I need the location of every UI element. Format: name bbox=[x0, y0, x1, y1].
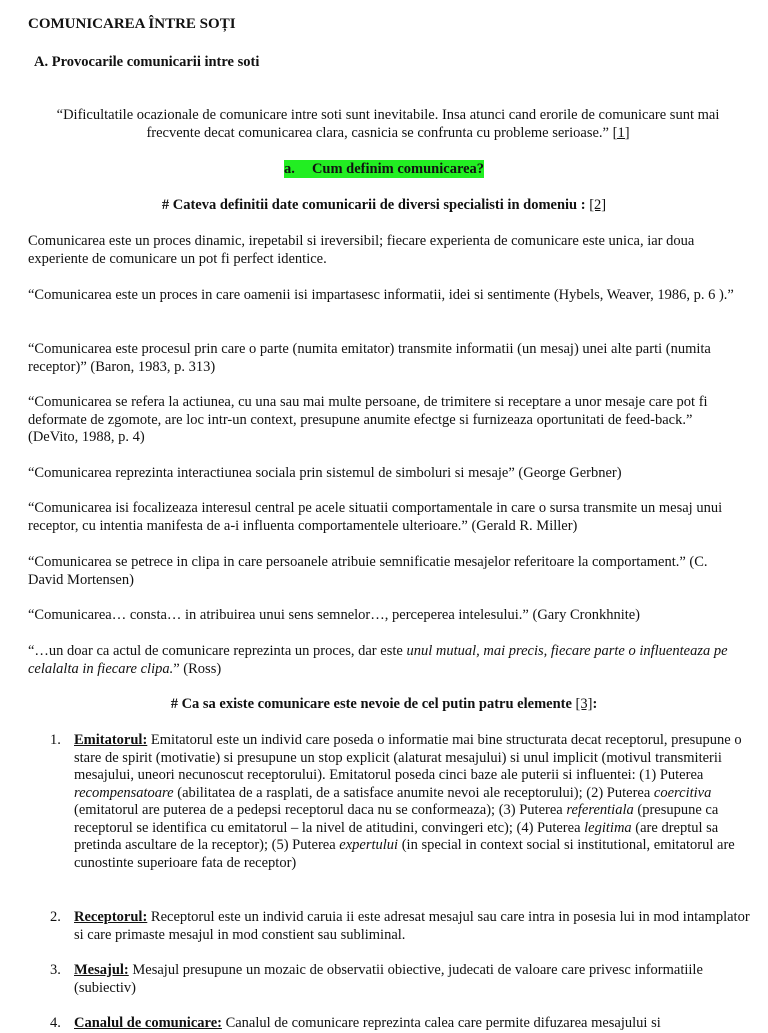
list-term: Canalul de comunicare: bbox=[74, 1015, 222, 1031]
list-text: Canalul de comunicare reprezinta calea care permite difuzarea mesajului si bbox=[221, 1015, 661, 1031]
list-text: (are dreptul sa pretinda ascultare de la receptor); (5) Puterea bbox=[74, 819, 719, 853]
quote-gerbner: “Comunicarea reprezinta interactiunea sociala prin sistemul de simboluri si mesaje” (George Gerbner) bbox=[28, 465, 622, 481]
quote-ross bbox=[28, 643, 740, 678]
definition-paragraph: Comunicarea este un proces dinamic, irepetabil si ireversibil; fiecare experienta de comunicare este unica, iar doua experiente de comunicare un pot fi perfect identice. bbox=[28, 233, 695, 267]
elements-heading bbox=[28, 696, 740, 714]
list-item-mesajul bbox=[50, 962, 754, 997]
list-italic-term: legitima bbox=[584, 819, 632, 836]
footnote-link-3[interactable]: [3] bbox=[575, 696, 593, 712]
quote-ross-start: “…un doar ca actul de comunicare reprezinta un proces, dar este bbox=[28, 643, 407, 659]
list-term: Emitatorul: bbox=[74, 732, 148, 748]
list-text: (abilitatea de a rasplati, de a satisface anumite nevoi ale receptorului); (2) Puterea bbox=[173, 784, 654, 801]
section-heading-a: A. Provocarile comunicarii intre soti bbox=[34, 54, 260, 70]
list-text: Receptorul este un individ caruia ii este adresat mesajul sau care intra in posesia lui in mod intamplator si care primaste mesajul in mod constient sau subliminal. bbox=[74, 909, 750, 943]
list-item-receptorul bbox=[50, 909, 754, 944]
list-text: (in special in context social si institutional, emitatorul are cunostinte superioare fata de receptor) bbox=[74, 837, 735, 871]
highlighted-heading bbox=[28, 161, 740, 179]
highlighted-heading-number: a. bbox=[283, 161, 295, 177]
quote-cronkhnite: “Comunicarea… consta… in atribuirea unui sens semnelor…, perceperea intelesului.” (Gary Cronkhnite) bbox=[28, 607, 641, 623]
document-title: COMUNICAREA ÎNTRE SOȚI bbox=[28, 16, 236, 32]
elements-heading-text: # Ca sa existe comunicare este nevoie de cel putin patru elemente bbox=[170, 696, 576, 712]
list-italic-term: expertului bbox=[339, 837, 399, 853]
list-number: 1. bbox=[50, 732, 61, 748]
intro-quote-text: “Dificultatile ocazionale de comunicare intre soti sunt inevitabile. Insa atunci cand erorile de comunicare sunt mai frecvente decat comunicarea clara, casnicia se confrunta cu probleme serioase.” bbox=[56, 107, 720, 141]
definitions-heading-text: # Cateva definitii date comunicarii de diversi specialisti in domeniu : bbox=[161, 197, 590, 213]
highlight-marker bbox=[284, 160, 484, 178]
list-term: Receptorul: bbox=[74, 909, 148, 925]
list-number: 2. bbox=[50, 909, 61, 925]
list-item-emitatorul bbox=[50, 732, 754, 872]
quote-baron: “Comunicarea este procesul prin care o parte (numita emitator) transmite informatii (un mesaj) unei alte parti (numita receptor)” (Baron, 1983, p. 313) bbox=[28, 341, 711, 375]
list-italic-term: referentiala bbox=[566, 802, 634, 818]
list-number: 3. bbox=[50, 962, 61, 978]
highlighted-heading-text: Cum definim comunicarea? bbox=[311, 161, 485, 177]
quote-ross-end: ” (Ross) bbox=[173, 660, 222, 677]
intro-quote bbox=[30, 107, 746, 142]
list-number: 4. bbox=[50, 1015, 61, 1031]
quote-miller: “Comunicarea isi focalizeaza interesul central pe acele situatii comportamentale in care o sursa transmite un mesaj unui receptor, cu intentia manifesta de a-i influenta comportamentele ulterioare.” (Gerald R. Miller) bbox=[28, 500, 723, 534]
list-italic-term: recompensatoare bbox=[74, 784, 174, 801]
list-text: (emitatorul are puterea de a pedepsi receptorul daca nu se conformeaza); (3) Puterea bbox=[74, 802, 567, 818]
footnote-link-2[interactable]: [2] bbox=[589, 197, 607, 213]
definitions-heading bbox=[28, 197, 740, 215]
quote-hybels: “Comunicarea este un proces in care oamenii isi impartasesc informatii, idei si sentimente (Hybels, Weaver, 1986, p. 6 ).” bbox=[28, 287, 734, 303]
list-text: Emitatorul este un individ care poseda o informatie mai bine structurata decat receptorul, presupune o stare de spirit (motivatie) si presupune un stop explicit (alaturat mesajului) si unul implicit (motivul transmiterii mesajului, uneori necunoscut receptorului). Emitatorul poseda cinci baze ale puterii si influentei: (1) Puterea bbox=[74, 732, 742, 783]
list-italic-term: coercitiva bbox=[653, 784, 712, 801]
quote-ross-italic: unul mutual, mai precis, fiecare parte o influenteaza pe celalalta in fiecare clipa. bbox=[28, 643, 728, 677]
quote-devito: “Comunicarea se refera la actiunea, cu una sau mai multe persoane, de trimitere si receptare a unor mesaje care pot fi deformate de zgomote, are loc intr-un context, presupune anumite efectge si furnizeaza oportunitati de feed-back.” (DeVito, 1988, p. 4) bbox=[28, 394, 708, 445]
list-term: Mesajul: bbox=[74, 962, 129, 978]
list-text: (presupune ca receptorul se identifica cu emitatorul – la nivel de atitudini, convingeri etc); (4) Puterea bbox=[74, 802, 719, 836]
footnote-link-1[interactable]: [1] bbox=[612, 124, 630, 141]
quote-mortensen: “Comunicarea se petrece in clipa in care persoanele atribuie semnificatie mesajelor referitoare la comportament.” (C. David Mortensen) bbox=[28, 554, 708, 588]
elements-heading-colon: : bbox=[592, 696, 598, 712]
list-text: Mesajul presupune un mozaic de observatii obiective, judecati de valoare care privesc informatiile (subiectiv) bbox=[74, 962, 703, 996]
